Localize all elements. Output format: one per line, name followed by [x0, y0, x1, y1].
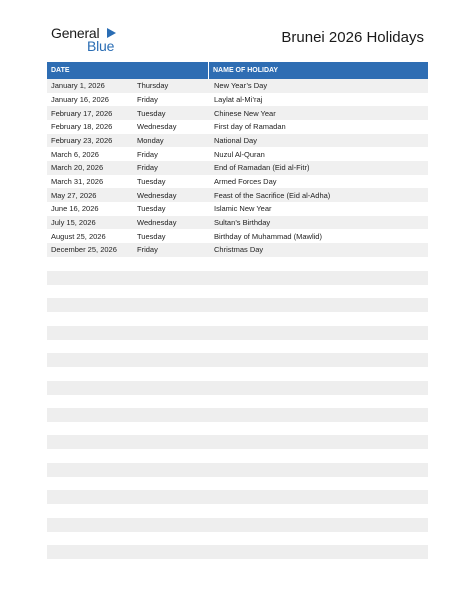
- cell-holiday-name: Sultan’s Birthday: [214, 217, 271, 227]
- cell-holiday-name: Birthday of Muhammad (Mawlid): [214, 231, 322, 241]
- table-row: [47, 93, 428, 107]
- cell-day: Tuesday: [137, 108, 166, 118]
- table-row: [47, 216, 428, 230]
- table-row: [47, 175, 428, 189]
- logo-blue-text: Blue: [87, 38, 115, 54]
- blank-row: [47, 298, 428, 312]
- cell-holiday-name: Armed Forces Day: [214, 176, 277, 186]
- cell-date: January 16, 2026: [51, 94, 109, 104]
- cell-holiday-name: Islamic New Year: [214, 204, 272, 214]
- cell-date: March 31, 2026: [51, 176, 104, 186]
- blank-row: [47, 353, 428, 367]
- blank-row: [47, 271, 428, 285]
- header-holiday-name: NAME OF HOLIDAY: [213, 67, 279, 74]
- cell-day: Friday: [137, 163, 158, 173]
- table-row: [47, 79, 428, 93]
- cell-holiday-name: Laylat al-Mi’raj: [214, 94, 263, 104]
- cell-date: February 18, 2026: [51, 122, 113, 132]
- cell-date: December 25, 2026: [51, 245, 117, 255]
- cell-holiday-name: Feast of the Sacrifice (Eid al-Adha): [214, 190, 331, 200]
- table-header: [47, 62, 428, 79]
- blank-row: [47, 435, 428, 449]
- cell-holiday-name: Nuzul Al-Quran: [214, 149, 265, 159]
- cell-date: June 16, 2026: [51, 204, 99, 214]
- cell-day: Tuesday: [137, 204, 166, 214]
- cell-date: July 15, 2026: [51, 217, 96, 227]
- cell-date: May 27, 2026: [51, 190, 97, 200]
- cell-holiday-name: End of Ramadan (Eid al-Fitr): [214, 163, 310, 173]
- table-row: [47, 229, 428, 243]
- table-row: [47, 243, 428, 257]
- cell-holiday-name: New Year’s Day: [214, 81, 268, 91]
- blank-row: [47, 490, 428, 504]
- cell-day: Tuesday: [137, 176, 166, 186]
- logo-general-text: General: [51, 25, 100, 41]
- blank-row: [47, 326, 428, 340]
- cell-holiday-name: National Day: [214, 135, 257, 145]
- blank-row: [47, 545, 428, 559]
- cell-date: February 17, 2026: [51, 108, 113, 118]
- table-row: [47, 202, 428, 216]
- blank-row: [47, 518, 428, 532]
- cell-date: March 6, 2026: [51, 149, 99, 159]
- cell-date: January 1, 2026: [51, 81, 105, 91]
- blank-row: [47, 463, 428, 477]
- blank-row: [47, 408, 428, 422]
- cell-day: Monday: [137, 135, 164, 145]
- cell-date: February 23, 2026: [51, 135, 113, 145]
- cell-day: Thursday: [137, 81, 169, 91]
- cell-date: August 25, 2026: [51, 231, 106, 241]
- table-row: [47, 120, 428, 134]
- cell-holiday-name: First day of Ramadan: [214, 122, 286, 132]
- cell-holiday-name: Christmas Day: [214, 245, 264, 255]
- table-row: [47, 106, 428, 120]
- table-row: [47, 188, 428, 202]
- cell-day: Friday: [137, 94, 158, 104]
- header-date: DATE: [47, 62, 209, 79]
- cell-date: March 20, 2026: [51, 163, 104, 173]
- table-body: [47, 79, 428, 257]
- cell-day: Tuesday: [137, 231, 166, 241]
- cell-day: Wednesday: [137, 190, 177, 200]
- generalblue-logo: [51, 25, 121, 53]
- blank-row: [47, 381, 428, 395]
- table-row: [47, 161, 428, 175]
- cell-day: Friday: [137, 149, 158, 159]
- table-row: [47, 147, 428, 161]
- holidays-table: [47, 62, 428, 257]
- cell-holiday-name: Chinese New Year: [214, 108, 276, 118]
- page-title: Brunei 2026 Holidays: [281, 29, 424, 46]
- table-row: [47, 134, 428, 148]
- cell-day: Wednesday: [137, 122, 177, 132]
- cell-day: Friday: [137, 245, 158, 255]
- logo-triangle-icon: [107, 28, 116, 38]
- cell-day: Wednesday: [137, 217, 177, 227]
